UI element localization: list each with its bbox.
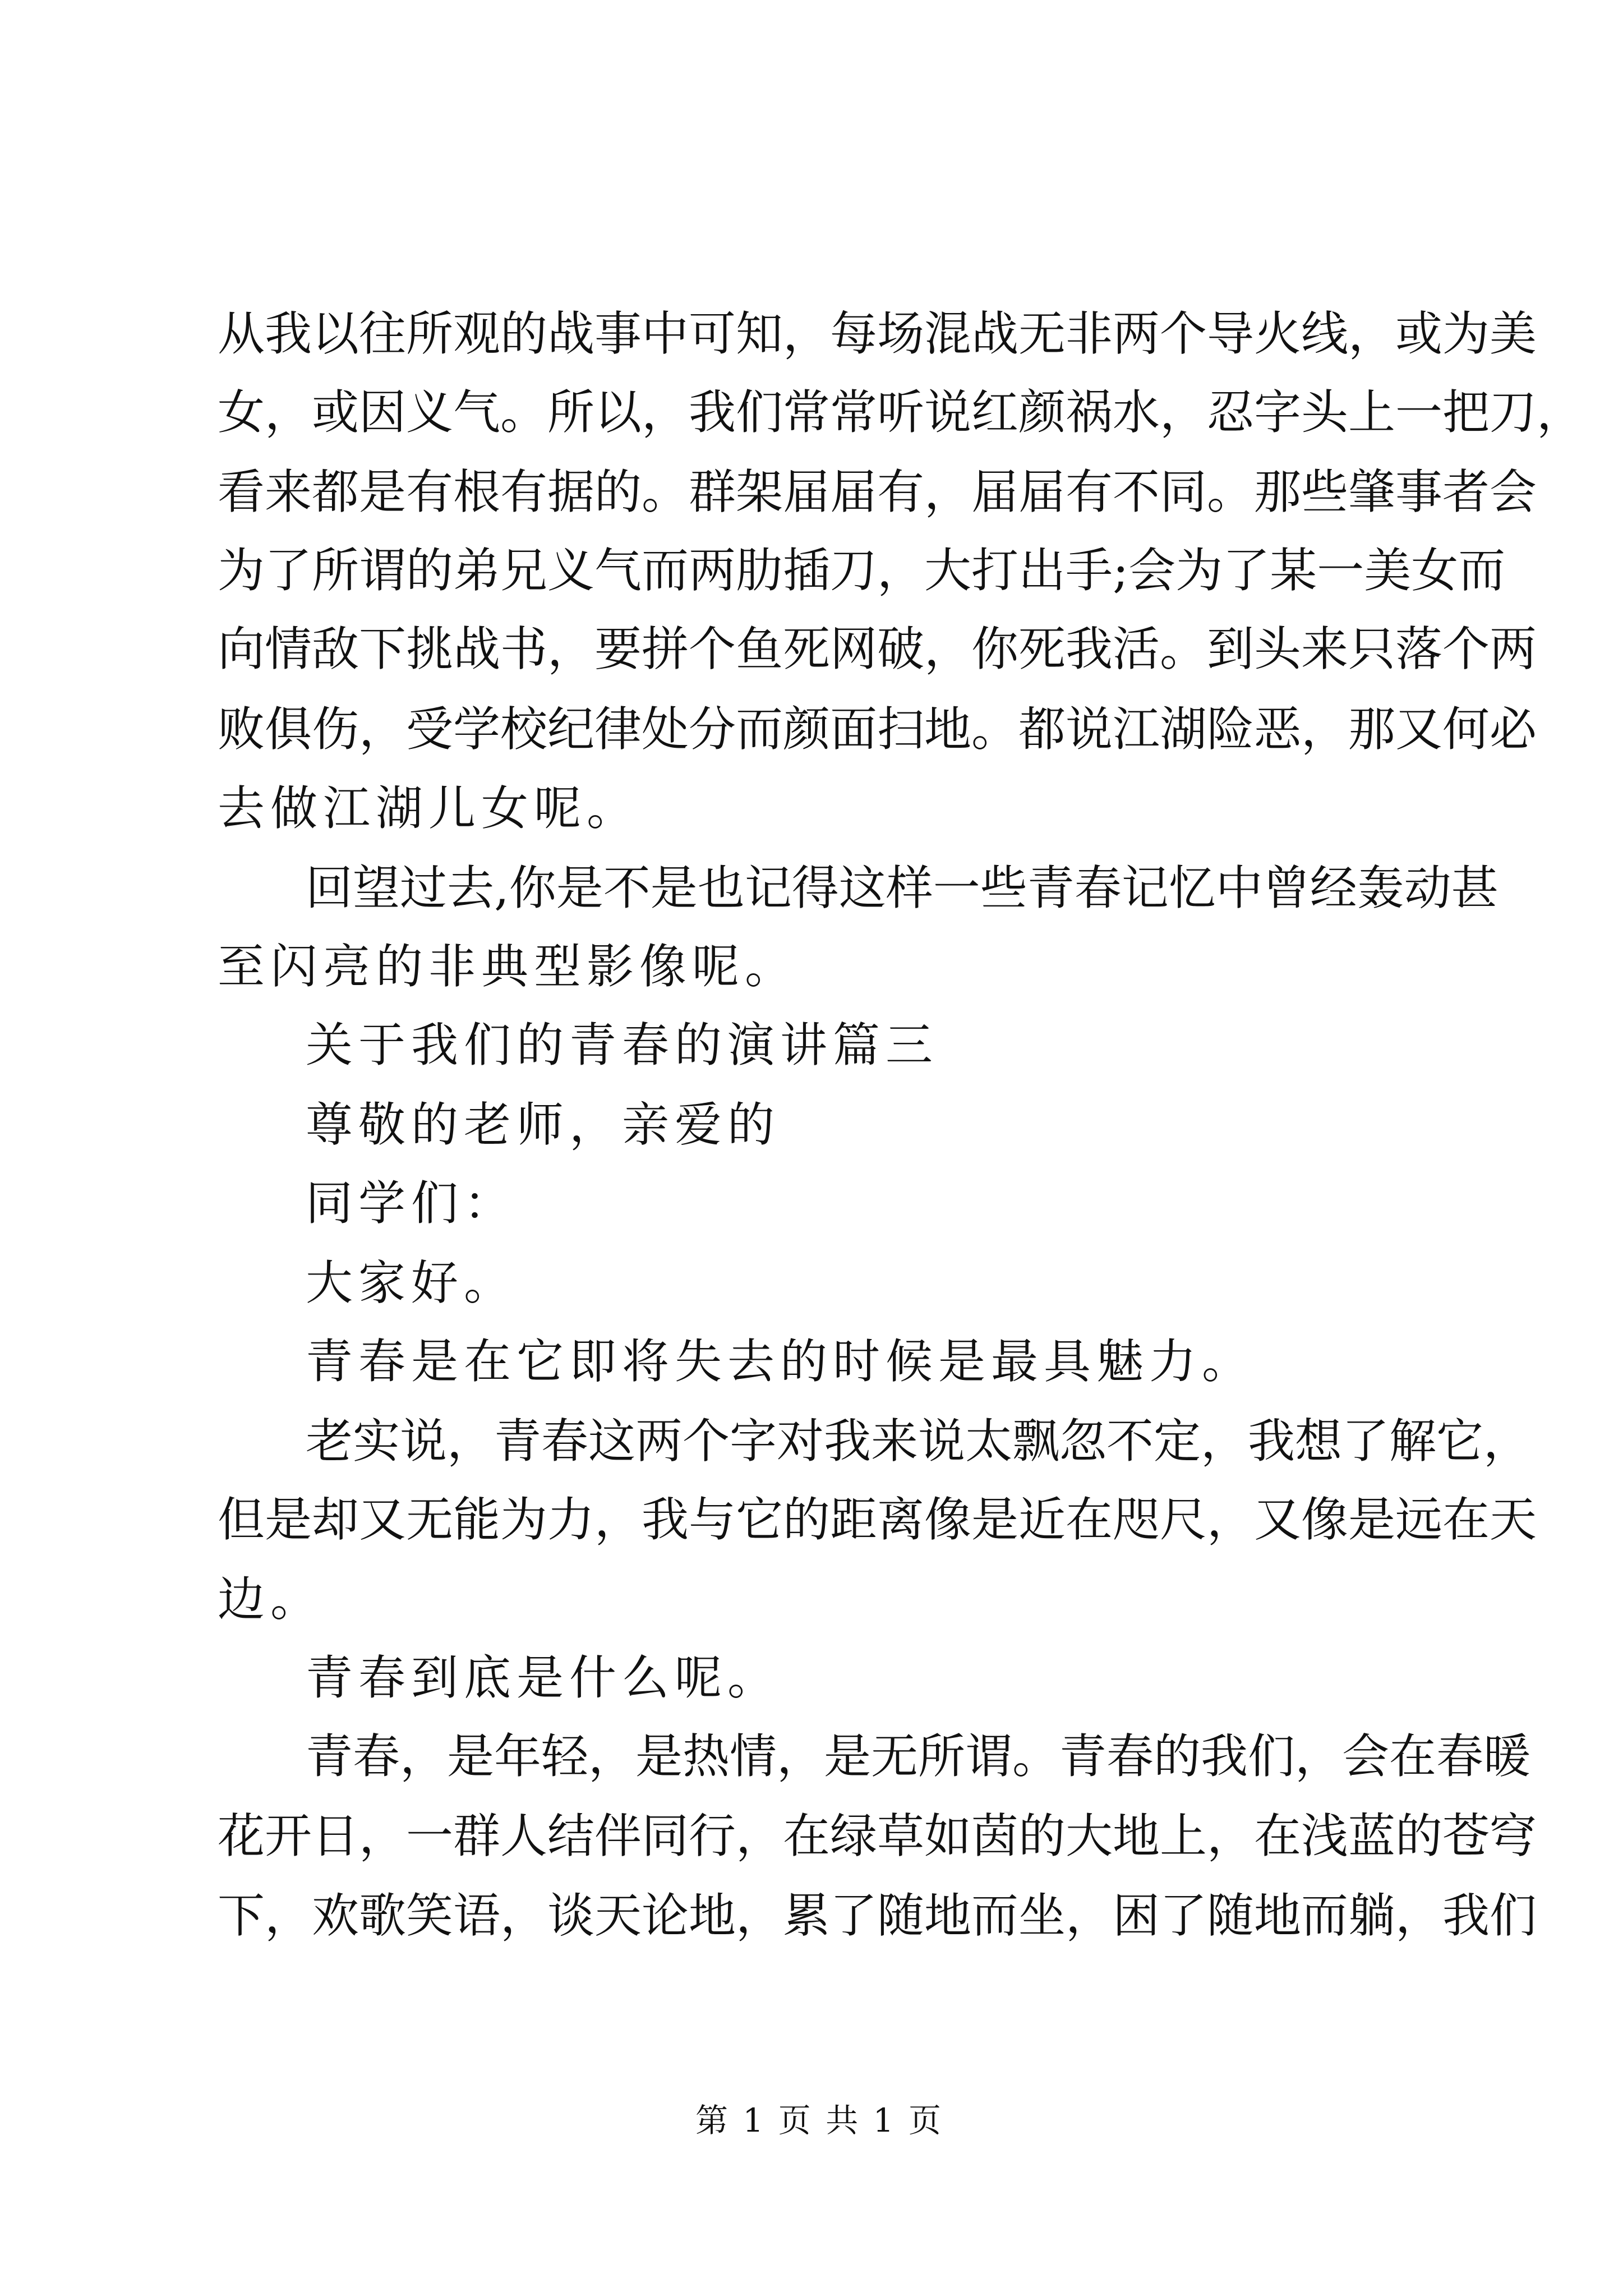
text-line: 边。 bbox=[218, 1572, 324, 1627]
text-line: 但是却又无能为力，我与它的距离像是近在咫尺，又像是远在天 bbox=[218, 1492, 1537, 1547]
text-line: 败俱伤，受学校纪律处分而颜面扫地。都说江湖险恶，那又何必 bbox=[218, 702, 1537, 757]
section-heading: 关于我们的青春的演讲篇三 bbox=[306, 1018, 939, 1073]
text-line: 女，或因义气。所以，我们常常听说红颜祸水，忍字头上一把刀， bbox=[218, 385, 1584, 440]
page-number-footer: 第 1 页 共 1 页 bbox=[695, 2101, 943, 2139]
salutation-line: 同学们： bbox=[306, 1176, 517, 1231]
text-line: 看来都是有根有据的。群架届届有，届届有不同。那些肇事者会 bbox=[218, 464, 1537, 519]
text-line: 为了所谓的弟兄义气而两肋插刀，大打出手;会为了某一美女而 bbox=[218, 543, 1506, 598]
text-line: 至闪亮的非典型影像呢。 bbox=[218, 939, 798, 994]
paragraph-start-line: 回望过去,你是不是也记得这样一些青春记忆中曾经轰动甚 bbox=[306, 861, 1498, 915]
text-line: 从我以往所观的战事中可知，每场混战无非两个导火线，或为美 bbox=[218, 306, 1537, 361]
text-line: 去做江湖儿女呢。 bbox=[218, 781, 640, 836]
paragraph-start-line: 青春，是年轻，是热情，是无所谓。青春的我们，会在春暖 bbox=[306, 1729, 1531, 1784]
salutation-line: 尊敬的老师，亲爱的 bbox=[306, 1097, 781, 1152]
paragraph-start-line: 青春是在它即将失去的时候是最具魅力。 bbox=[306, 1334, 1255, 1389]
paragraph-start-line: 青春到底是什么呢。 bbox=[306, 1650, 781, 1705]
text-line: 向情敌下挑战书，要拼个鱼死网破，你死我活。到头来只落个两 bbox=[218, 622, 1537, 677]
greeting-line: 大家好。 bbox=[306, 1255, 517, 1310]
text-line: 花开日，一群人结伴同行，在绿草如茵的大地上，在浅蓝的苍穹 bbox=[218, 1809, 1537, 1864]
text-line: 下，欢歌笑语，谈天论地，累了随地而坐，困了随地而躺，我们 bbox=[218, 1888, 1537, 1943]
paragraph-start-line: 老实说，青春这两个字对我来说太飘忽不定，我想了解它， bbox=[306, 1414, 1531, 1469]
